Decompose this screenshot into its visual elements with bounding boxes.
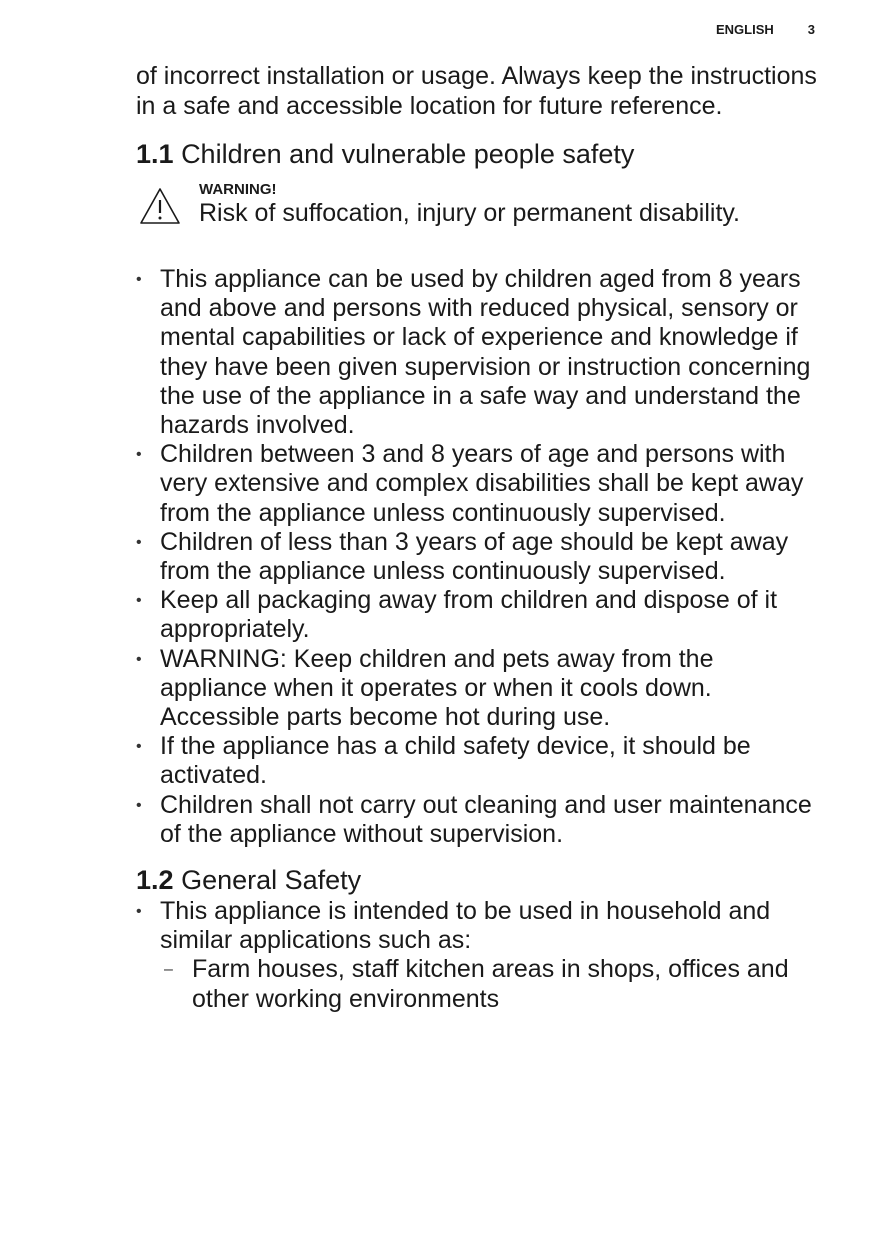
bullet-icon: •: [136, 903, 142, 921]
warning-box: [136, 181, 826, 265]
section-number: 1.2: [136, 865, 174, 896]
dash-icon: –: [164, 961, 173, 979]
section-number: 1.1: [136, 139, 174, 169]
list-item: • If the appliance has a child safety device, it should be activated.: [136, 732, 751, 790]
warning-triangle-icon: [139, 187, 181, 225]
warning-title: WARNING!: [199, 181, 277, 198]
list-item: • This appliance is intended to be used in household and similar applications such as: – Farm houses, staff kitchen areas in shops, offices and other working environments: [136, 897, 826, 1014]
list-item: • This appliance can be used by children aged from 8 years and above and persons with reduced physical, sensory or mental capabilities or lack of experience and knowledge if they have been given supervision or instruction concerning the use of the appliance in a safe way and understand the hazards involved.: [136, 265, 811, 440]
page-content: [136, 62, 826, 1014]
bullet-icon: •: [136, 738, 142, 756]
sub-list: [160, 955, 826, 1013]
section-title: General Safety: [181, 865, 362, 896]
bullet-icon: •: [136, 650, 142, 668]
section-heading-1-2: [136, 863, 826, 897]
list-item: • Keep all packaging away from children and dispose of it appropriately.: [136, 586, 778, 644]
bullet-icon: •: [136, 446, 142, 464]
list-item: • Children shall not carry out cleaning and user maintenance of the appliance without supervision.: [136, 790, 812, 848]
warning-text: Risk of suffocation, injury or permanent disability.: [199, 199, 740, 227]
language-label: ENGLISH: [715, 22, 774, 37]
bullet-icon: •: [136, 796, 142, 814]
bullet-icon: •: [136, 533, 142, 551]
bullet-icon: •: [136, 271, 142, 288]
page-header: [716, 22, 815, 37]
sub-list-item: – Farm houses, staff kitchen areas in shops, offices and other working environments: [164, 955, 789, 1013]
list-item: • WARNING: Keep children and pets away from the appliance when it operates or when it cools down. Accessible parts become hot during use.: [136, 644, 714, 732]
bullet-list-1-2: [136, 897, 826, 1014]
bullet-list-1-1: [136, 265, 826, 849]
list-item: • Children of less than 3 years of age should be kept away from the appliance unless continuously supervised.: [136, 527, 789, 586]
section-heading-1-1: [136, 137, 826, 171]
section-title: Children and vulnerable people safety: [181, 139, 635, 169]
intro-paragraph: of incorrect installation or usage. Always keep the instructions in a safe and accessible location for future reference.: [136, 62, 817, 120]
list-item: • Children between 3 and 8 years of age and persons with very extensive and complex disabilities shall be kept away from the appliance unless continuously supervised.: [136, 440, 804, 527]
bullet-icon: •: [136, 592, 142, 610]
page-number: 3: [807, 22, 815, 37]
